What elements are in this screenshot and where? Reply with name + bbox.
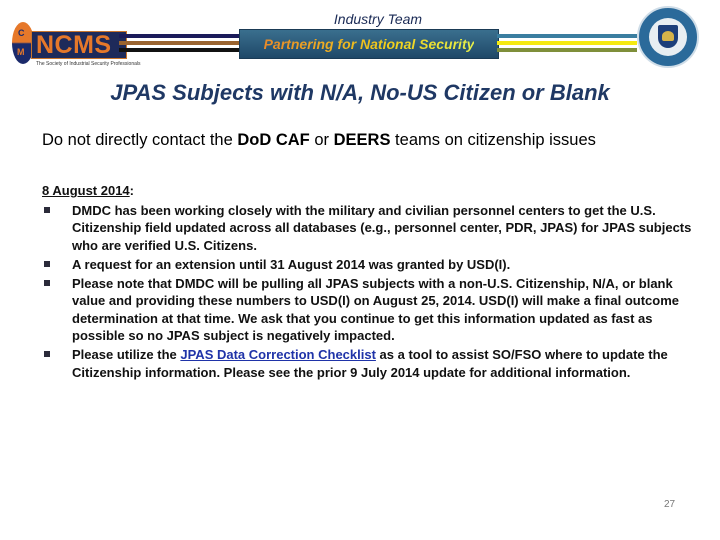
subtitle-dod-caf: DoD CAF	[237, 131, 310, 149]
bullet-item	[42, 202, 702, 255]
jpas-data-correction-checklist-link[interactable]: JPAS Data Correction Checklist	[180, 347, 376, 362]
ncms-logo-wordmark: NCMS	[31, 31, 127, 59]
bullet-text-suffix: as a tool to assist SO/FSO where to update the Citizenship information. Please see the prior 9 July 2014 update for additional information.	[72, 347, 668, 380]
seal-eagle-icon	[662, 31, 674, 41]
bullet-text: Please note that DMDC will be pulling all JPAS subjects with a non-U.S. Citizenship, N/A, or blank value and providing these numbers to USD(I) on August 25, 2014. USD(I) will make a final outcome determination at that time. We ask that you continue to get this information updated as fast as possible so no JPAS subject is negatively impacted.	[72, 275, 680, 343]
subtitle-part: or	[309, 131, 334, 149]
page-number: 27	[664, 499, 676, 510]
seal-inner	[649, 18, 687, 56]
slide-title: JPAS Subjects with N/A, No-US Citizen or Blank	[110, 80, 610, 105]
seal-shield-icon	[658, 25, 678, 48]
stripe-yellow	[497, 41, 637, 45]
slide-subtitle	[42, 131, 596, 150]
ncms-logo-letter-c: C	[18, 28, 25, 38]
square-bullet-icon	[44, 280, 50, 286]
bullet-item	[42, 256, 702, 274]
bullet-text-prefix: Please utilize the	[72, 347, 181, 362]
banner-text: Partnering for National Security	[263, 36, 475, 52]
industry-team-label: Industry Team	[333, 11, 423, 27]
bullet-text: DMDC has been working closely with the military and civilian personnel centers to get the U.S. Citizenship field updated across all databases (e.g., personnel center, PDR, JPAS) for JPAS subjects who are verified U.S. Citizens.	[72, 202, 692, 253]
bullet-list	[42, 202, 702, 382]
stripe-olive	[497, 48, 637, 52]
partnering-banner	[239, 29, 499, 59]
update-date-colon: :	[129, 183, 135, 198]
ncms-logo-letter-m: M	[17, 47, 25, 57]
subtitle-deers: DEERS	[333, 131, 391, 149]
square-bullet-icon	[44, 207, 50, 213]
slide-header	[0, 0, 720, 70]
ncms-logo-tagline: The Society of Industrial Security Professionals	[36, 61, 141, 67]
subtitle-part: teams on citizenship issues	[390, 131, 596, 149]
subtitle-part: Do not directly contact the	[42, 131, 238, 149]
stripe-navy	[119, 34, 239, 38]
square-bullet-icon	[44, 261, 50, 267]
slide-body	[42, 182, 702, 383]
dss-seal-icon	[637, 6, 699, 68]
stripe-black	[119, 48, 239, 52]
ncms-logo	[8, 22, 141, 68]
update-date	[42, 182, 702, 200]
bullet-text: A request for an extension until 31 August 2014 was granted by USD(I).	[72, 256, 511, 272]
stripe-teal	[497, 34, 637, 38]
header-stripes-left	[119, 34, 239, 54]
update-date-text: 8 August 2014	[42, 183, 130, 198]
bullet-item	[42, 275, 702, 345]
square-bullet-icon	[44, 351, 50, 357]
header-stripes-right	[497, 34, 637, 54]
bullet-item	[42, 346, 702, 381]
stripe-brown	[119, 41, 239, 45]
